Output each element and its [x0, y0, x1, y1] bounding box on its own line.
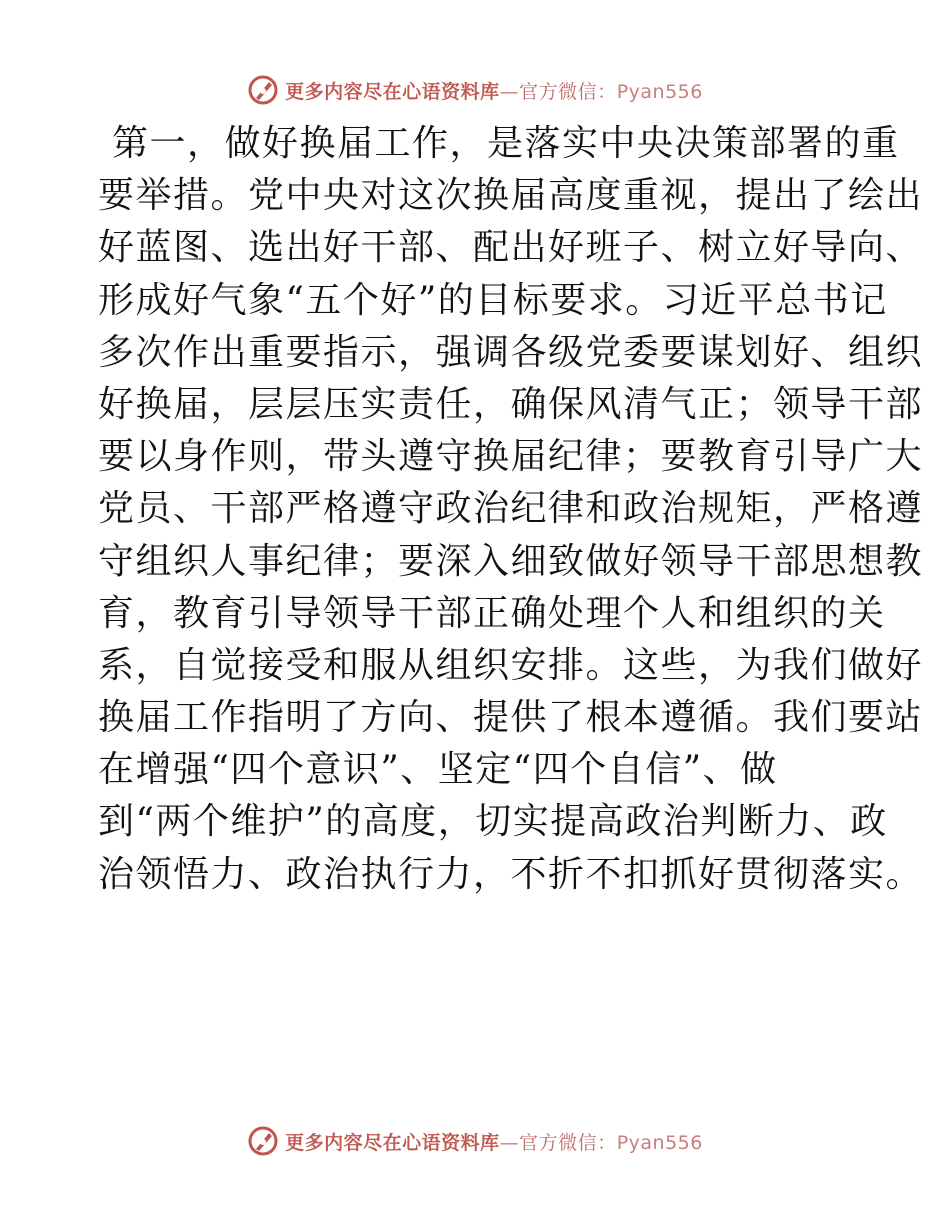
- paragraph-line: 形成好气象“五个好”的目标要求。习近平总书记: [98, 279, 888, 321]
- paragraph-line: 要以身作则，带头遵守换届纪律；要教育引导广大: [98, 436, 924, 478]
- header-watermark: [0, 70, 950, 110]
- watermark-text: [285, 77, 703, 104]
- paragraph-line: 系，自觉接受和服从组织安排。这些，为我们做好: [98, 644, 924, 686]
- paragraph-line: 换届工作指明了方向、提供了根本遵循。我们要站: [98, 697, 924, 739]
- watermark-text: [285, 1128, 703, 1155]
- watermark-dash: —: [499, 80, 520, 103]
- footer-watermark: [0, 1121, 950, 1161]
- watermark-official: 官方微信：: [519, 80, 617, 103]
- paragraph-line: 要举措。党中央对这次换届高度重视，提出了绘出: [98, 175, 924, 217]
- paragraph-line: 守组织人事纪律；要深入细致做好领导干部思想教: [98, 540, 924, 582]
- paragraph-line: 党员、干部严格遵守政治纪律和政治规矩，严格遵: [98, 488, 924, 530]
- watermark-wechat-id: Pyan556: [616, 80, 703, 103]
- paragraph-line: 多次作出重要指示，强调各级党委要谋划好、组织: [98, 331, 924, 373]
- watermark-wechat-id: Pyan556: [616, 1131, 703, 1154]
- document-paragraph: [98, 118, 924, 901]
- paragraph-line: 好换届，层层压实责任，确保风清气正；领导干部: [98, 383, 924, 425]
- watermark-main: 更多内容尽在心语资料库: [285, 1131, 500, 1154]
- paragraph-line: 第一，做好换届工作，是落实中央决策部署的重: [112, 123, 900, 164]
- paragraph-line: 到“两个维护”的高度，切实提高政治判断力、政: [98, 801, 888, 843]
- pen-logo-icon: [247, 74, 279, 106]
- watermark-main: 更多内容尽在心语资料库: [285, 80, 500, 103]
- watermark-official: 官方微信：: [519, 1131, 617, 1154]
- paragraph-line: 治领悟力、政治执行力，不折不扣抓好贯彻落实。: [98, 853, 924, 895]
- paragraph-line: 育，教育引导领导干部正确处理个人和组织的关: [98, 592, 886, 634]
- paragraph-line: 好蓝图、选出好干部、配出好班子、树立好导向、: [98, 227, 924, 269]
- pen-logo-icon: [247, 1125, 279, 1157]
- paragraph-line: 在增强“四个意识”、坚定“四个自信”、做: [98, 749, 778, 791]
- watermark-dash: —: [499, 1131, 520, 1154]
